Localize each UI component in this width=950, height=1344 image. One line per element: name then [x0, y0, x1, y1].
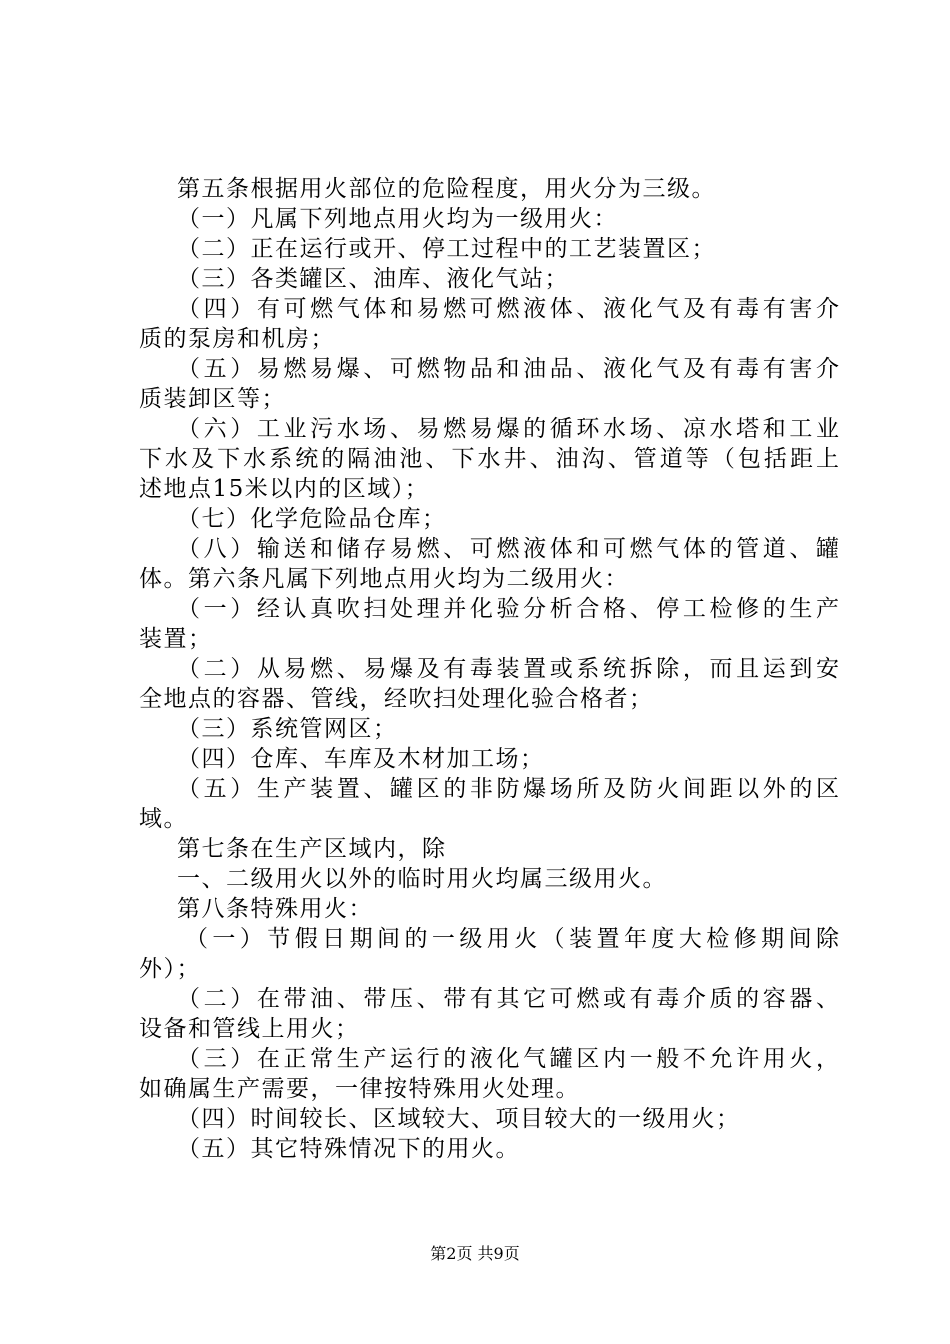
line-item: （四）仓库、车库及木材加工场；: [177, 746, 545, 772]
document-body: [139, 174, 839, 1164]
line-article-7: 第七条在生产区域内，除: [177, 836, 447, 862]
line-article-5: 第五条根据用火部位的危险程度，用火分为三级。: [177, 176, 716, 202]
line-continuation: 述地点15米以内的区域）；: [139, 476, 430, 502]
line-continuation: 设备和管线上用火；: [139, 1016, 360, 1042]
line-item: （五）易燃易爆、可燃物品和油品、液化气及有毒有害介: [177, 356, 839, 382]
line-item: （一）经认真吹扫处理并化验分析合格、停工检修的生产: [177, 596, 839, 622]
line-item: （二）从易燃、易爆及有毒装置或系统拆除，而且运到安: [177, 656, 839, 682]
line-item: （三）各类罐区、油库、液化气站；: [177, 266, 569, 292]
line-item: （六）工业污水场、易燃易爆的循环水场、凉水塔和工业: [177, 416, 839, 442]
line-continuation: 装置；: [139, 626, 213, 652]
line-continuation: 下水及下水系统的隔油池、下水井、油沟、管道等（包括距上: [139, 446, 839, 472]
line-item: （二）正在运行或开、停工过程中的工艺装置区；: [177, 236, 716, 262]
line-item: （七）化学危险品仓库；: [177, 506, 447, 532]
line-continuation: 质的泵房和机房；: [139, 326, 335, 352]
line-continuation: 质装卸区等；: [139, 386, 286, 412]
line-item: 一、二级用火以外的临时用火均属三级用火。: [177, 866, 667, 892]
line-item: （四）时间较长、区域较大、项目较大的一级用火；: [177, 1106, 741, 1132]
line-item: （三）系统管网区；: [177, 716, 398, 742]
line-article-8: 第八条特殊用火：: [177, 896, 373, 922]
line-item: （八）输送和储存易燃、可燃液体和可燃气体的管道、罐: [177, 536, 839, 562]
line-item: （三）在正常生产运行的液化气罐区内一般不允许用火，: [177, 1046, 839, 1072]
page-number-footer: 第2页 共9页: [430, 1244, 520, 1263]
line-article-6: 体。第六条凡属下列地点用火均为二级用火：: [139, 566, 629, 592]
line-continuation: 域。: [139, 806, 188, 832]
line-item: （一）凡属下列地点用火均为一级用火：: [177, 206, 618, 232]
line-item: （五）生产装置、罐区的非防爆场所及防火间距以外的区: [177, 776, 839, 802]
line-continuation: 外）；: [139, 956, 201, 982]
line-item: （二）在带油、带压、带有其它可燃或有毒介质的容器、: [177, 986, 839, 1012]
line-continuation: 如确属生产需要，一律按特殊用火处理。: [139, 1076, 580, 1102]
line-item: （五）其它特殊情况下的用火。: [177, 1136, 520, 1162]
line-item: （四）有可燃气体和易燃可燃液体、液化气及有毒有害介: [177, 296, 839, 322]
line-item: （一）节假日期间的一级用火（装置年度大检修期间除: [185, 926, 839, 952]
line-continuation: 全地点的容器、管线，经吹扫处理化验合格者；: [139, 686, 654, 712]
